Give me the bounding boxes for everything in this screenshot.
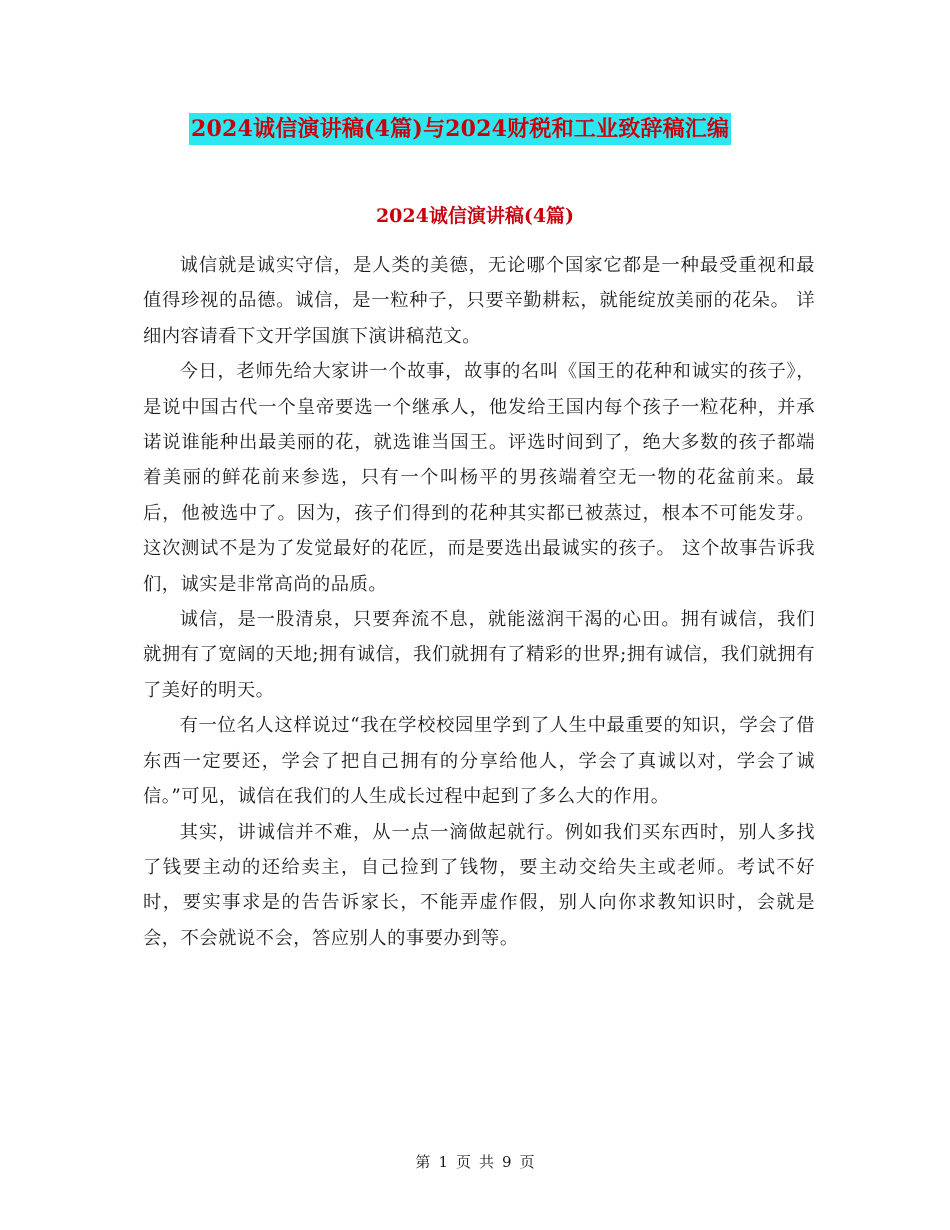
body-paragraph: 其实，讲诚信并不难，从一点一滴做起就行。例如我们买东西时，别人多找了钱要主动的还给卖主，自己捡到了钱物，要主动交给失主或老师。考试不好时，要实事求是的告告诉家长，不能弄虚作假，别人向你求教知识时，会就是会，不会就说不会，答应别人的事要办到等。 xyxy=(143,821,815,949)
page-label-prefix: 第 xyxy=(415,1153,431,1171)
current-page-number: 1 xyxy=(438,1153,448,1171)
total-pages-number: 9 xyxy=(502,1153,512,1171)
document-body xyxy=(143,248,815,956)
body-paragraph: 今日，老师先给大家讲一个故事，故事的名叫《国王的花种和诚实的孩子》，是说中国古代一个皇帝要选一个继承人，他发给王国内每个孩子一粒花种，并承诺说谁能种出最美丽的花，就选谁当国王。评选时间到了，绝大多数的孩子都端着美丽的鲜花前来参选，只有一个叫杨平的男孩端着空无一物的花盆前来。最后，他被选中了。因为，孩子们得到的花种其实都已被蒸过，根本不可能发芽。这次测试不是为了发觉最好的花匠，而是要选出最诚实的孩子。 这个故事告诉我们，诚实是非常高尚的品质。 xyxy=(143,361,815,595)
page-label-suffix: 页 xyxy=(519,1153,535,1171)
section-title: 2024诚信演讲稿(4篇) xyxy=(375,205,575,227)
document-title: 2024诚信演讲稿(4篇)与2024财税和工业致辞稿汇编 xyxy=(189,113,731,145)
body-paragraph: 诚信，是一股清泉，只要奔流不息，就能滋润干渴的心田。拥有诚信，我们就拥有了宽阔的天地;拥有诚信，我们就拥有了精彩的世界;拥有诚信，我们就拥有了美好的明天。 xyxy=(143,609,815,701)
page-label-mid: 页 xyxy=(455,1153,471,1171)
body-paragraph: 诚信就是诚实守信，是人类的美德，无论哪个国家它都是一种最受重视和最值得珍视的品德。诚信，是一粒种子，只要辛勤耕耘，就能绽放美丽的花朵。 详细内容请看下文开学国旗下演讲稿范文。 xyxy=(143,255,815,347)
page-footer xyxy=(0,1152,950,1172)
total-label: 共 xyxy=(479,1153,495,1171)
body-paragraph: 有一位名人这样说过“我在学校校园里学到了人生中最重要的知识，学会了借东西一定要还，学会了把自己拥有的分享给他人，学会了真诚以对，学会了诚信。”可见，诚信在我们的人生成长过程中起到了多么大的作用。 xyxy=(143,715,815,808)
